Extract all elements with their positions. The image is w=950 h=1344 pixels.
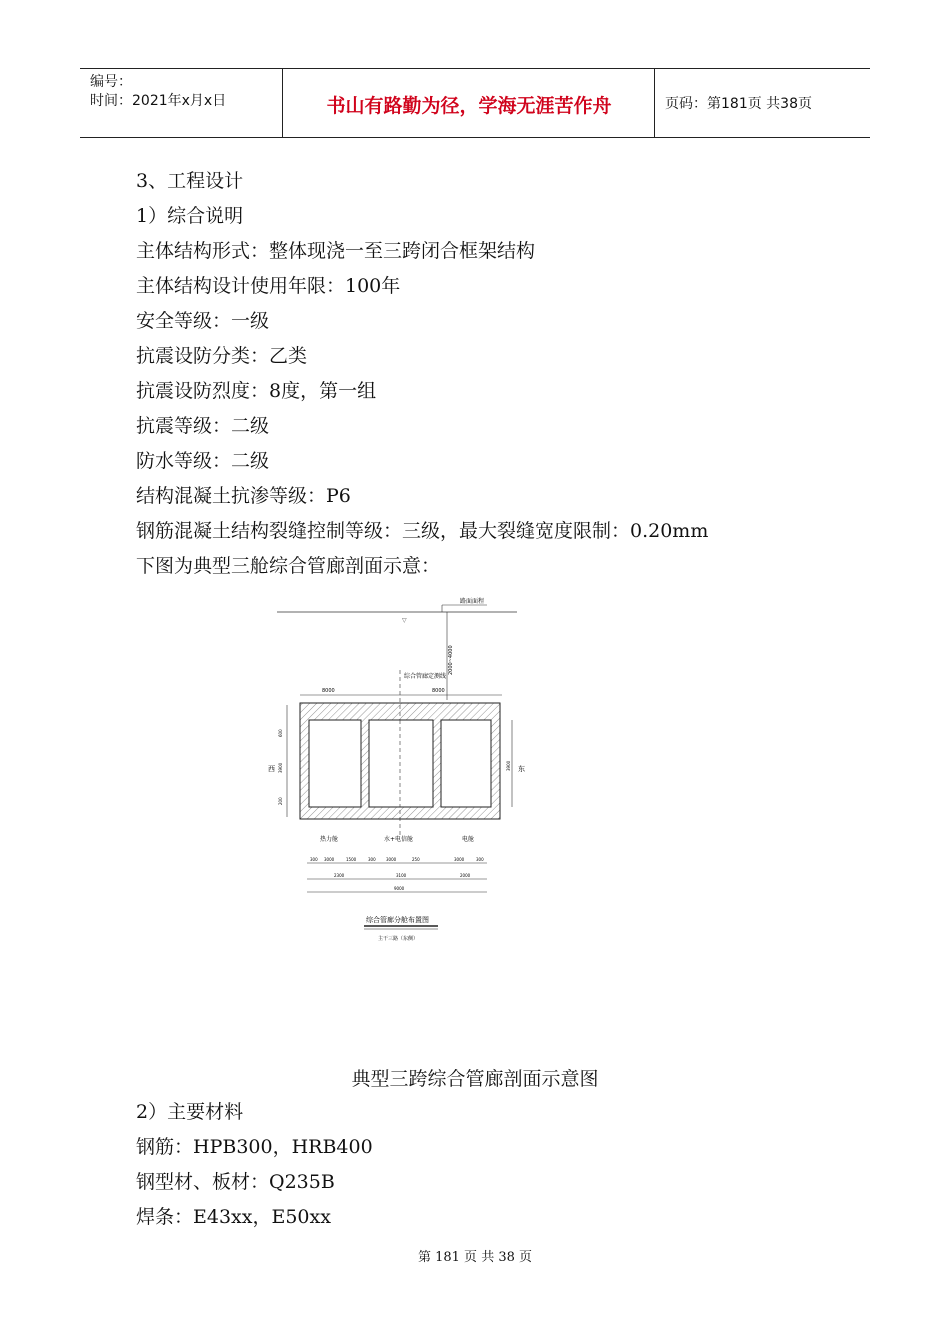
cabin-label-water: 水+电信舱 — [384, 836, 414, 843]
right-dim: 3900 — [506, 760, 511, 771]
body-line: 主体结构形式：整体现浇一至三跨闭合框架结构 — [136, 240, 536, 262]
header-meta — [90, 73, 226, 111]
bottom-dim: 250 — [412, 857, 420, 862]
bottom-dim: 2000 — [460, 873, 471, 878]
header-motto: 书山有路勤为径，学海无涯苦作舟 — [326, 95, 612, 117]
body-line: 钢型材、板材：Q235B — [136, 1171, 335, 1193]
centerline-label: 综合管廊定测线 — [404, 673, 447, 680]
body-line: 安全等级：一级 — [136, 310, 270, 332]
body-line: 钢筋：HPB300，HRB400 — [136, 1136, 373, 1158]
bottom-dim: 3000 — [386, 857, 397, 862]
west-label: 西 — [268, 765, 275, 773]
body-line: 抗震等级：二级 — [136, 415, 270, 437]
top-dim-left: 8000 — [322, 688, 335, 694]
page-footer: 第 181 页 共 38 页 — [417, 1250, 533, 1265]
cabin-water-telecom — [369, 720, 433, 807]
body-line: 下图为典型三舱综合管廊剖面示意： — [136, 555, 441, 577]
header-number-label: 编号： — [90, 74, 132, 90]
bottom-dim: 300 — [476, 857, 484, 862]
body-line: 抗震设防烈度：8度，第一组 — [136, 380, 377, 402]
east-label: 东 — [518, 765, 525, 773]
left-dim-2: 3900 — [278, 762, 283, 773]
svg-text:▽: ▽ — [402, 617, 407, 624]
body-line: 结构混凝土抗渗等级：P6 — [136, 485, 351, 507]
header-time-label: 时间：2021年x月x日 — [90, 93, 227, 109]
body-line: 抗震设防分类：乙类 — [136, 345, 308, 367]
bottom-dim: 1500 — [346, 857, 357, 862]
body-line: 防水等级：二级 — [136, 450, 270, 472]
subsection-heading: 1）综合说明 — [136, 205, 244, 227]
cabin-heat — [309, 720, 361, 807]
plan-subtitle: 主干三路（东侧） — [378, 936, 419, 942]
bottom-dim: 3000 — [324, 857, 335, 862]
bottom-dim: 300 — [368, 857, 376, 862]
body-line: 钢筋混凝土结构裂缝控制等级：三级，最大裂缝宽度限制：0.20mm — [136, 520, 709, 542]
bottom-dim: 3000 — [454, 857, 465, 862]
section-drawing-svg — [262, 595, 532, 955]
total-width: 9000 — [394, 886, 405, 891]
depth-label: 2000~4000 — [448, 645, 454, 675]
top-dim-right: 8000 — [432, 688, 445, 694]
figure-caption: 典型三跨综合管廊剖面示意图 — [351, 1068, 599, 1090]
body-line: 焊条：E43xx，E50xx — [136, 1206, 331, 1228]
subsection-heading: 2）主要材料 — [136, 1101, 244, 1123]
page-header — [80, 68, 870, 138]
bottom-dim: 2300 — [334, 873, 345, 878]
materials-text — [136, 1095, 836, 1235]
left-dim-3: 200 — [278, 797, 283, 805]
bottom-dim: 300 — [310, 857, 318, 862]
header-page-info: 页码：第181页 共38页 — [665, 96, 812, 112]
section-drawing — [262, 595, 532, 955]
road-label: 路面面程 — [460, 598, 485, 605]
left-dim-1: 600 — [278, 729, 283, 737]
bottom-dim: 3100 — [396, 873, 407, 878]
cabin-label-power: 电舱 — [462, 836, 475, 843]
plan-title: 综合管廊分舱布置图 — [366, 916, 429, 924]
body-text — [136, 164, 836, 584]
section-heading: 3、工程设计 — [136, 170, 244, 192]
cabin-power — [441, 720, 491, 807]
cabin-label-heat: 热力舱 — [320, 836, 339, 843]
body-line: 主体结构设计使用年限：100年 — [136, 275, 401, 297]
